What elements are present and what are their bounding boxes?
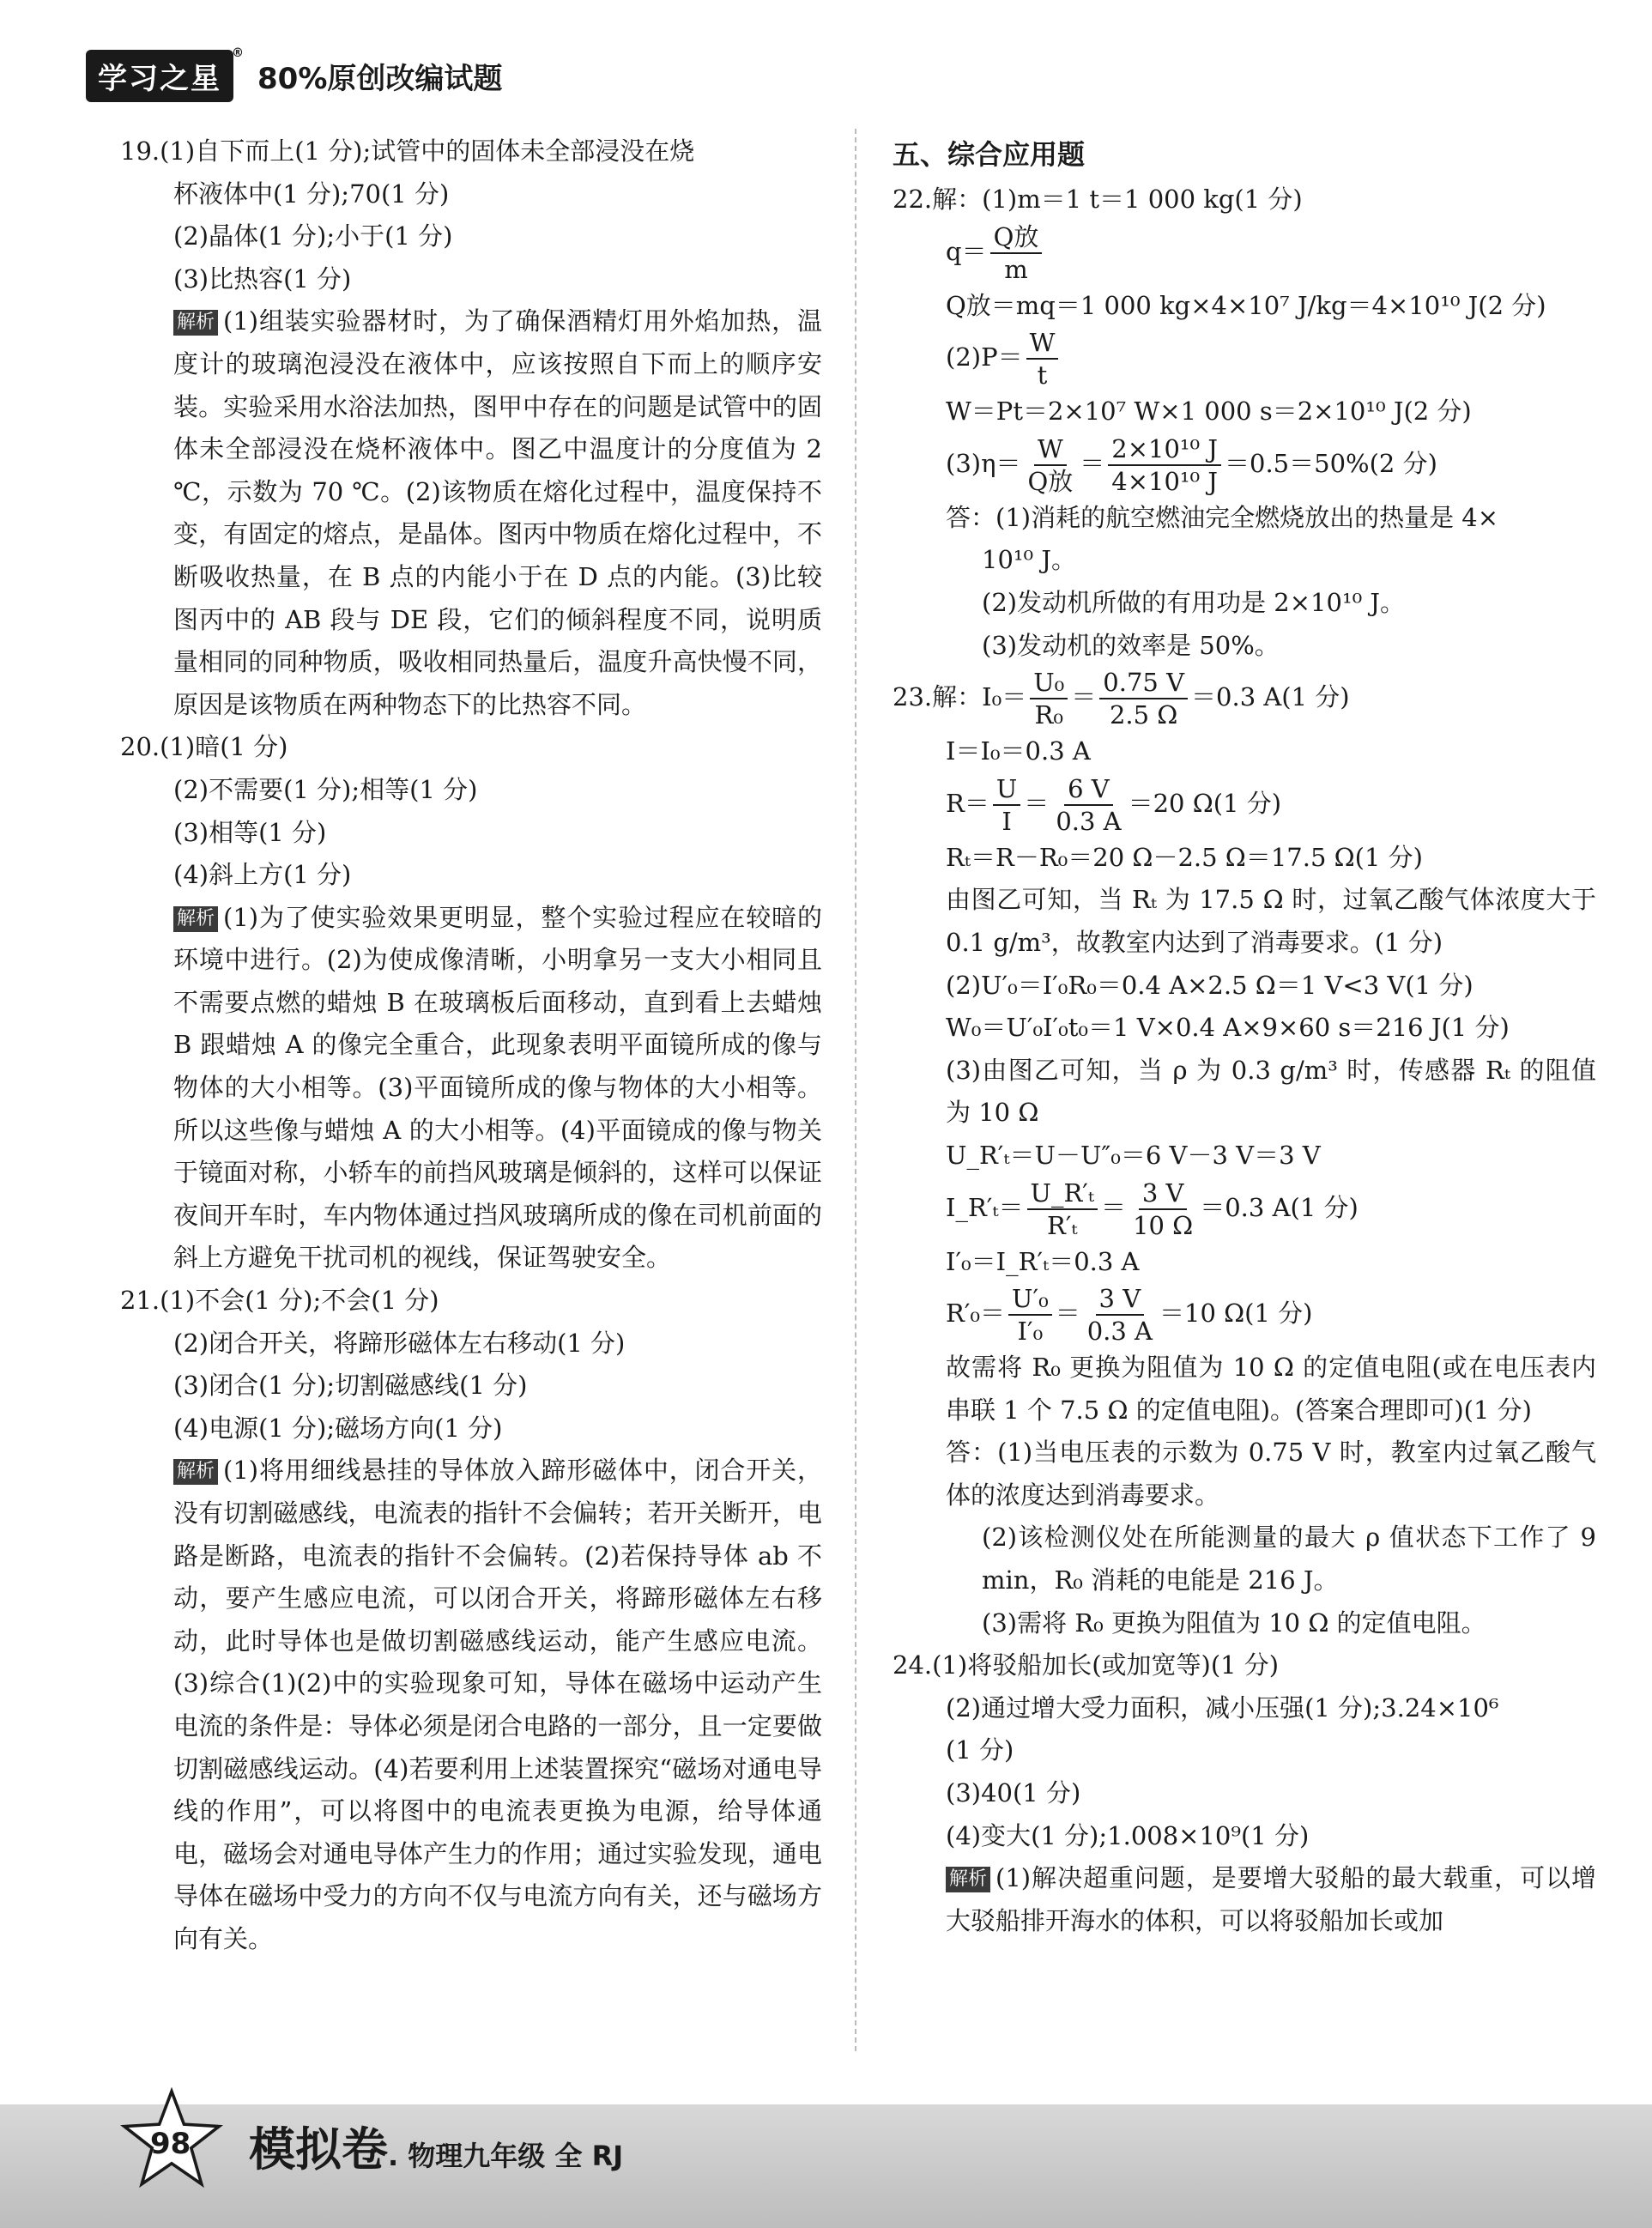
- solution-line: 22.解：(1)m＝1 t＝1 000 kg(1 分): [893, 185, 1303, 214]
- analysis-tag: 解析: [946, 1867, 990, 1892]
- solution-line: U_R′ₜ＝U－U″₀＝6 V－3 V＝3 V: [946, 1140, 1321, 1170]
- answer-line: 21.(1)不会(1 分);不会(1 分): [120, 1286, 439, 1316]
- denominator: Q放: [1027, 466, 1074, 496]
- fraction: [1108, 433, 1221, 497]
- analysis-tag: 解析: [173, 310, 218, 336]
- answer-line: (3)闭合(1 分);切割磁感线(1 分): [173, 1371, 528, 1401]
- solution-line: (3)由图乙可知，当 ρ 为 0.3 g/m³ 时，传感器 Rₜ 的阻值为 10 Ω: [946, 1055, 1596, 1128]
- solution-line: (2)U′₀＝I′₀R₀＝0.4 A×2.5 Ω＝1 V<3 V(1 分): [946, 970, 1473, 1000]
- q19-answer: [120, 130, 822, 300]
- answer-line: (4)变大(1 分);1.008×10⁹(1 分): [946, 1820, 1310, 1850]
- answer-line: (2)不需要(1 分);相等(1 分): [173, 774, 478, 804]
- numerator: W: [1034, 433, 1067, 466]
- answer-line: 19.(1)自下而上(1 分);试管中的固体未全部浸没在烧: [120, 136, 695, 166]
- left-column: [120, 130, 822, 1961]
- fraction: [1008, 1283, 1052, 1347]
- formula-text: ＝: [1101, 1192, 1127, 1222]
- answer-line: (2)发动机所做的有用功是 2×10¹⁰ J。: [982, 587, 1406, 617]
- answer-line: (4)斜上方(1 分): [173, 860, 352, 890]
- q22-solution: [893, 179, 1596, 667]
- fraction: [1084, 1283, 1156, 1347]
- page-header: [86, 45, 503, 101]
- denominator: m: [1004, 254, 1028, 284]
- numerator: W: [1026, 327, 1059, 360]
- answer-line: 杯液体中(1 分);70(1 分): [173, 179, 450, 209]
- analysis-text: (1)将用细线悬挂的导体放入蹄形磁体中，闭合开关，没有切割磁感线，电流表的指针不会偏转；若开关断开，电路是断路，电流表的指针不会偏转。(2)若保持导体 ab 不动，要产生感应电流，可以闭合开关，将蹄形磁体左右移动，此时导体也是做切割磁感线运动，能产生感应电流。(3)综合(1)(2)中的实验现象可知，导体在磁场中运动产生电流的条件是：导体必须是闭合电路的一部分，且一定要做切割磁感线运动。(4)若要利用上述装置探究“磁场对通电导线的作用”，可以将图中的电流表更换为电源，给导体通电，磁场会对通电导体产生力的作用；通过实验发现，通电导体在磁场中受力的方向不仅与电流方向有关，还与磁场方向有关。: [173, 1456, 822, 1953]
- denominator: 4×10¹⁰ J: [1111, 466, 1219, 496]
- footer-title-main: 模拟卷: [249, 2122, 388, 2177]
- solution-line: W₀＝U′₀I′₀t₀＝1 V×0.4 A×9×60 s＝216 J(1 分): [946, 1013, 1510, 1043]
- numerator: 6 V: [1064, 773, 1113, 806]
- brand-logo: [86, 45, 245, 102]
- fraction: [1052, 773, 1124, 837]
- formula-line: [893, 667, 1596, 730]
- formula-text: R′₀＝: [946, 1299, 1006, 1329]
- numerator: U′₀: [1008, 1283, 1052, 1316]
- solution-line: I＝I₀＝0.3 A: [946, 736, 1091, 766]
- formula-text: ＝: [1024, 788, 1050, 818]
- denominator: I: [1001, 806, 1012, 836]
- right-column: [893, 130, 1596, 1942]
- q20-answer: [120, 726, 822, 896]
- answer-line: (2)通过增大受力面积，减小压强(1 分);3.24×10⁶: [946, 1692, 1499, 1722]
- section-title: 五、综合应用题: [893, 138, 1086, 171]
- formula-line: [893, 327, 1596, 391]
- logo-text: 学习之星: [98, 61, 221, 96]
- formula-text: 23.解：I₀＝: [893, 682, 1027, 712]
- analysis-tag: 解析: [173, 906, 218, 932]
- formula-text: q＝: [946, 236, 987, 266]
- denominator: R₀: [1034, 700, 1063, 730]
- q20-analysis: [120, 897, 822, 1280]
- page-footer: [0, 2104, 1652, 2228]
- formula-text: ＝0.5＝50%(2 分): [1225, 448, 1437, 478]
- answer-line: 20.(1)暗(1 分): [120, 732, 288, 762]
- header-title: 80%原创改编试题: [257, 61, 503, 96]
- formula-line: [893, 221, 1596, 285]
- analysis-text: (1)组装实验器材时，为了确保酒精灯用外焰加热，温度计的玻璃泡浸没在液体中，应该按照自下而上的顺序安装。实验采用水浴法加热，图甲中存在的问题是试管中的固体未全部浸没在烧杯液体中。图乙中温度计的分度值为 2 ℃，示数为 70 ℃。(2)该物质在熔化过程中，温度保持不变，有固定的熔点，是晶体。图丙中物质在熔化过程中，不断吸收热量，在 B 点的内能小于在 D 点的内能。(3)比较图丙中的 AB 段与 DE 段，它们的倾斜程度不同，说明质量相同的同种物质，吸收相同热量后，温度升高快慢不同，原因是该物质在两种物态下的比热容不同。: [173, 306, 822, 719]
- fraction: [993, 773, 1020, 837]
- numerator: U₀: [1030, 667, 1068, 699]
- formula-line: [893, 1178, 1596, 1241]
- column-divider: [855, 129, 856, 2051]
- solution-line: I′₀＝I_R′ₜ＝0.3 A: [946, 1246, 1140, 1276]
- footer-title: [249, 2113, 623, 2179]
- answer-line: 24.(1)将驳船加长(或加宽等)(1 分): [893, 1650, 1280, 1680]
- fraction: [1026, 327, 1059, 391]
- numerator: Q放: [990, 221, 1043, 254]
- denominator: 10 Ω: [1133, 1210, 1194, 1240]
- formula-text: ＝0.3 A(1 分): [1200, 1192, 1359, 1222]
- answer-line: (2)该检测仪处在所能测量的最大 ρ 值状态下工作了 9 min，R₀ 消耗的电能是 216 J。: [982, 1523, 1596, 1595]
- answer-line: (2)闭合开关，将蹄形磁体左右移动(1 分): [173, 1328, 626, 1358]
- formula-line: [893, 773, 1596, 837]
- numerator: 0.75 V: [1099, 667, 1188, 699]
- denominator: I′₀: [1017, 1317, 1044, 1347]
- answer-line: (3)发动机的效率是 50%。: [982, 630, 1280, 660]
- formula-text: I_R′ₜ＝: [946, 1192, 1024, 1222]
- answer-line: 10¹⁰ J。: [982, 545, 1076, 575]
- footer-title-sub: . 物理九年级 全 RJ: [388, 2140, 624, 2172]
- solution-line: 由图乙可知，当 Rₜ 为 17.5 Ω 时，过氧乙酸气体浓度大于 0.1 g/m³，故教室内达到了消毒要求。(1 分): [946, 885, 1596, 957]
- answer-line: 答：(1)消耗的航空燃油完全燃烧放出的热量是 4×: [946, 502, 1499, 532]
- q19-analysis: [120, 300, 822, 726]
- analysis-text: (1)为了使实验效果更明显，整个实验过程应在较暗的环境中进行。(2)为使成像清晰，小明拿另一支大小相同且不需要点燃的蜡烛 B 在玻璃板后面移动，直到看上去蜡烛 B 跟蜡烛 A 的像完全重合，此现象表明平面镜所成的像与物体的大小相等。(3)平面镜所成的像与物体的大小相等。所以这些像与蜡烛 A 的大小相等。(4)平面镜成的像与物关于镜面对称，小轿车的前挡风玻璃是倾斜的，这样可以保证夜间开车时，车内物体通过挡风玻璃所成的像在司机前面的斜上方避免干扰司机的视线，保证驾驶安全。: [173, 902, 822, 1273]
- analysis-tag: 解析: [173, 1459, 218, 1485]
- answer-line: (4)电源(1 分);磁场方向(1 分): [173, 1413, 503, 1443]
- denominator: R′ₜ: [1047, 1210, 1078, 1240]
- numerator: U_R′ₜ: [1027, 1178, 1098, 1210]
- formula-line: [893, 433, 1596, 497]
- answer-line: (3)需将 R₀ 更换为阻值为 10 Ω 的定值电阻。: [982, 1607, 1486, 1638]
- numerator: 2×10¹⁰ J: [1108, 433, 1221, 466]
- answer-line: (3)相等(1 分): [173, 817, 327, 847]
- page-number: 98: [150, 2127, 191, 2161]
- formula-text: (3)η＝: [946, 448, 1021, 478]
- formula-text: (2)P＝: [946, 342, 1023, 372]
- solution-line: 故需将 R₀ 更换为阻值为 10 Ω 的定值电阻(或在电压表内串联 1 个 7.5 Ω 的定值电阻)。(答案合理即可)(1 分): [946, 1353, 1596, 1425]
- q24-answer: [893, 1644, 1596, 1857]
- numerator: 3 V: [1139, 1178, 1188, 1210]
- q21-analysis: [120, 1450, 822, 1960]
- denominator: 0.3 A: [1086, 1317, 1153, 1347]
- solution-line: W＝Pt＝2×10⁷ W×1 000 s＝2×10¹⁰ J(2 分): [946, 397, 1472, 427]
- answer-line: (2)晶体(1 分);小于(1 分): [173, 221, 453, 251]
- formula-text: ＝: [1055, 1299, 1080, 1329]
- denominator: 0.3 A: [1056, 806, 1122, 836]
- formula-text: ＝: [1080, 448, 1105, 478]
- answer-line: 答：(1)当电压表的示数为 0.75 V 时，教室内过氧乙酸气体的浓度达到消毒要求。: [946, 1438, 1596, 1510]
- solution-line: Q放＝mq＝1 000 kg×4×10⁷ J/kg＝4×10¹⁰ J(2 分): [946, 290, 1546, 320]
- q23-solution: [893, 667, 1596, 1644]
- fraction: [1099, 667, 1188, 730]
- answer-line: (3)40(1 分): [946, 1778, 1081, 1808]
- formula-text: ＝0.3 A(1 分): [1191, 682, 1350, 712]
- numerator: 3 V: [1096, 1283, 1145, 1316]
- denominator: t: [1037, 360, 1048, 391]
- fraction: [990, 221, 1043, 285]
- analysis-text: (1)解决超重问题，是要增大驳船的最大载重，可以增大驳船排开海水的体积，可以将驳船加长或加: [946, 1863, 1596, 1935]
- fraction: [1129, 1178, 1196, 1241]
- fraction: [1024, 433, 1076, 497]
- answer-line: (1 分): [946, 1735, 1014, 1765]
- solution-line: Rₜ＝R－R₀＝20 Ω－2.5 Ω＝17.5 Ω(1 分): [946, 842, 1423, 872]
- formula-text: ＝20 Ω(1 分): [1128, 788, 1282, 818]
- registered-mark: ®: [232, 45, 245, 60]
- formula-text: ＝: [1071, 682, 1097, 712]
- answer-line: (3)比热容(1 分): [173, 263, 352, 294]
- formula-line: [893, 1283, 1596, 1347]
- formula-text: R＝: [946, 788, 989, 818]
- q24-analysis: [893, 1857, 1596, 1942]
- formula-text: ＝10 Ω(1 分): [1159, 1299, 1313, 1329]
- denominator: 2.5 Ω: [1109, 700, 1178, 730]
- fraction: [1030, 667, 1068, 730]
- q21-answer: [120, 1280, 822, 1450]
- numerator: U: [993, 773, 1020, 806]
- fraction: [1027, 1178, 1098, 1241]
